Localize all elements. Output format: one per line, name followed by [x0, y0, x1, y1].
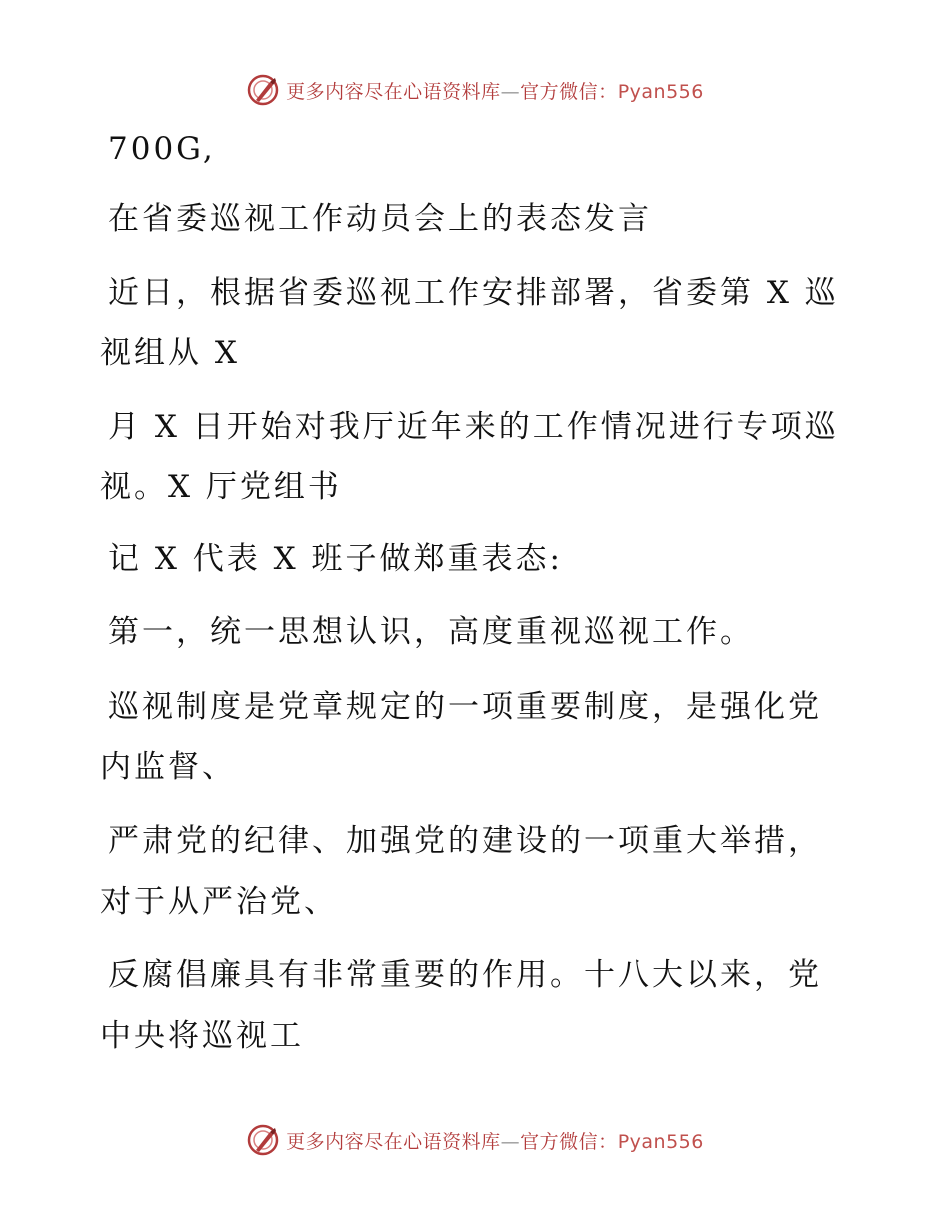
text-line: 700G, [108, 131, 216, 167]
text-line: 内监督、 [100, 749, 236, 785]
text-line: 月 X 日开始对我厅近年来的工作情况进行专项巡 [108, 409, 839, 445]
text-line: 视。X 厅党组书 [100, 469, 342, 505]
section-heading: 第一，统一思想认识，高度重视巡视工作。 [108, 614, 754, 650]
text-line: 中央将巡视工 [100, 1018, 304, 1054]
text-line: 近日，根据省委巡视工作安排部署，省委第 X 巡 [108, 275, 839, 311]
banner-text [286, 1127, 704, 1154]
document-title: 在省委巡视工作动员会上的表态发言 [108, 201, 652, 237]
banner-main-text: 更多内容尽在心语资料库 [286, 1130, 501, 1153]
banner-wechat-label: 官方微信： [520, 1130, 618, 1153]
text-line: 严肃党的纪律、加强党的建设的一项重大举措， [108, 823, 822, 859]
banner-wechat-id: Pyan556 [617, 80, 704, 103]
footer-banner [0, 1120, 950, 1160]
header-banner [0, 70, 950, 110]
banner-separator: — [500, 80, 521, 103]
text-line: 视组从 X [100, 335, 240, 371]
text-line: 巡视制度是党章规定的一项重要制度，是强化党 [108, 689, 822, 725]
text-line: 对于从严治党、 [100, 884, 338, 920]
text-line: 反腐倡廉具有非常重要的作用。十八大以来，党 [108, 957, 822, 993]
banner-wechat-label: 官方微信： [520, 80, 618, 103]
text-line: 记 X 代表 X 班子做郑重表态: [108, 541, 563, 577]
banner-text [286, 77, 704, 104]
banner-wechat-id: Pyan556 [617, 1130, 704, 1153]
banner-main-text: 更多内容尽在心语资料库 [286, 80, 501, 103]
pen-nib-circle-icon [246, 1123, 280, 1157]
banner-separator: — [500, 1130, 521, 1153]
pen-nib-circle-icon [246, 73, 280, 107]
